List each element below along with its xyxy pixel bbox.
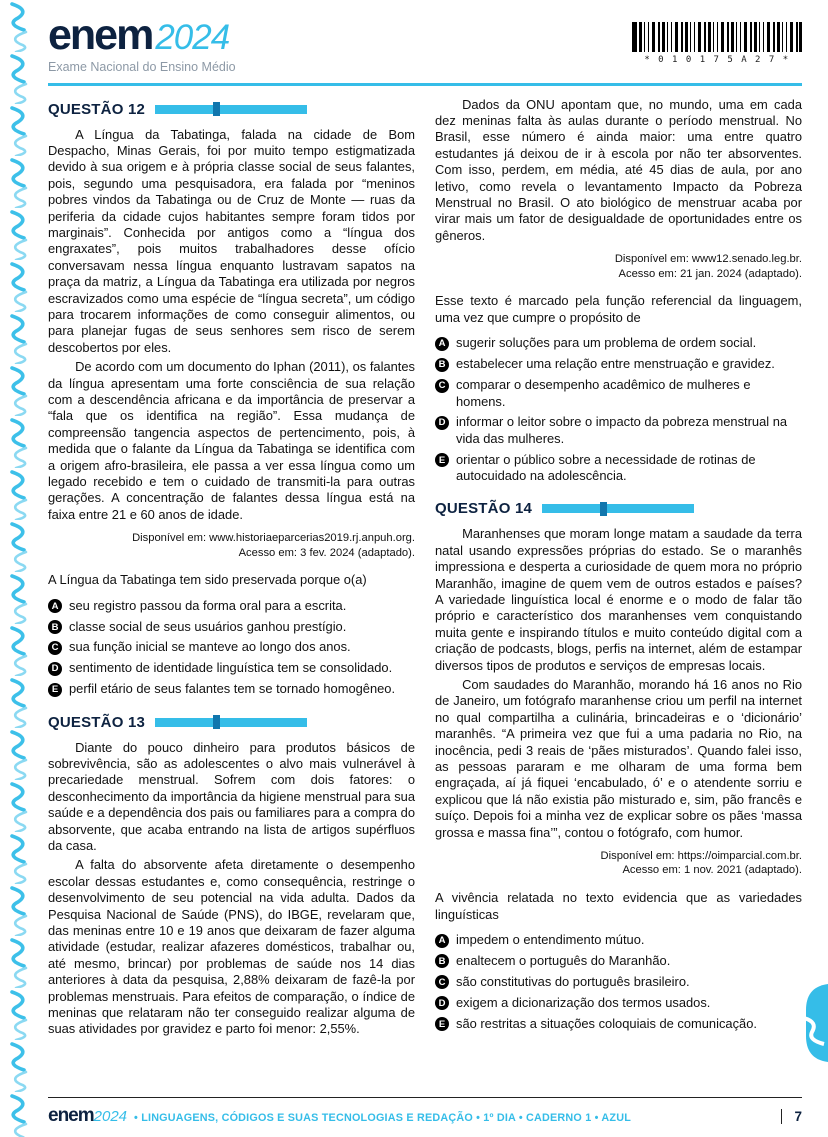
option-text: seu registro passou da forma oral para a escrita. [69,597,347,613]
source-line: Disponível em: https://oimparcial.com.br. [600,849,802,862]
option-letter-badge: D [435,996,449,1010]
option-text: sugerir soluções para um problema de ordem social. [456,335,757,351]
options-list [435,335,802,484]
option-b [48,619,415,635]
footer [48,1097,802,1127]
footer-logo-year-text: 2024 [93,1108,128,1125]
question-title-bar [155,105,307,114]
question-14-header [435,500,802,517]
option-letter-badge: A [48,599,62,613]
option-b [435,356,802,372]
source-line: Acesso em: 21 jan. 2024 (adaptado). [618,267,802,280]
option-letter-badge: A [435,934,449,948]
question-stem: A Língua da Tabatinga tem sido preservada porque o(a) [48,572,367,588]
option-text: estabelecer uma relação entre menstruação e gravidez. [456,356,775,372]
option-letter-badge: E [435,1017,449,1031]
option-a [435,932,802,948]
question-title-bar-tick [213,102,220,116]
option-a [48,598,415,614]
source-line: Acesso em: 1 nov. 2021 (adaptado). [622,864,802,877]
header [48,0,802,74]
option-text: enaltecem o português do Maranhão. [456,952,671,968]
question-14 [435,500,802,1032]
left-column [48,97,415,1054]
question-text-paragraph: A falta do absorvente afeta diretamente o desempenho escolar dessas estudantes e, como consequência, restringe o desenvolvimento de seu potencial na vida adulta. Dados da Pesquisa Nacional de Saúde (PNS), do IBGE, revelaram que, das meninas entre 10 e 19 anos que deixaram de fazer alguma atividade (estudar, realizar afazeres domésticos, trabalhar ou, até mesmo, brincar) por problemas de saúde nos 14 dias anteriores à data da pesquisa, 2,88% deixaram de fazê-la por problemas menstruais. Para efeitos de comparação, o índice de meninas que relataram não ter conseguido realizar alguma de suas atividades por gravidez e parto foi menor: 2,55%. [48,857,415,1037]
footer-logo-enem-text: enem [48,1105,94,1126]
right-column [435,97,802,1054]
option-letter-badge: C [435,379,449,393]
option-text: informar o leitor sobre o impacto da pobreza menstrual na vida das mulheres. [456,414,788,446]
option-letter-badge: C [48,641,62,655]
source-citation [435,252,802,281]
barcode [632,22,802,65]
question-text-paragraph: De acordo com um documento do Iphan (2011), os falantes da língua apresentam uma forte consciência de sua relação com a descendência africana e da importância de preservar a “fala que os identifica na região”. Essa mudança de compreensão tangencia aspectos de pertencimento, pois, à medida que o falante da Língua da Tabatinga se identifica com a origem afro-brasileira, ele passa a ver essa língua como um legado recebido e tem o cuidado de transmiti-la para outras gerações. A concentração de falantes dessa língua está na faixa entre 21 e 60 anos de idade. [48,359,415,522]
option-text: perfil etário de seus falantes tem se tornado homogêneo. [69,681,396,697]
option-letter-badge: B [435,954,449,968]
source-citation [48,531,415,560]
two-column-layout [48,97,802,1054]
option-d [48,660,415,676]
question-stem: A vivência relatada no texto evidencia que as variedades linguísticas [435,890,802,922]
question-13-part-1 [48,714,415,1038]
option-text: são constitutivas do português brasileiro. [456,973,690,989]
option-letter-badge: E [48,683,62,697]
option-letter-badge: A [435,337,449,351]
option-c [435,974,802,990]
source-line: Acesso em: 3 fev. 2024 (adaptado). [238,546,415,559]
question-title-bar-tick [600,502,607,516]
option-b [435,953,802,969]
question-text-paragraph: Com saudades do Maranhão, morando há 16 anos no Rio de Janeiro, um fotógrafo maranhense criou um perfil na internet no qual compartilha a culinária, brincadeiras e o ‘dicionário’ maranhês. “A primeira vez que fui a uma padaria no Rio, na inocência, pedi 3 reais de ‘pães misturados’. Quando falei isso, as pessoas pararam e me olharam de uma forma bem engraçada, aí já fiquei ‘encabulado, ó’ e o atendente sorriu e explicou que lá não existia pão misturado e, sim, pão francês e suíço. Depois foi a minha vez de explicar sobre os pães ‘massa grossa e massa fina’”, contou o fotógrafo, com humor. [435,677,802,840]
question-title-bar [155,718,307,727]
option-d [435,414,802,447]
footer-enem-logo [48,1105,127,1127]
page-corner-decoration [804,984,828,1062]
barcode-image [632,22,802,52]
option-text: são restritas a situações coloquiais de comunicação. [456,1015,757,1031]
question-text-paragraph: Dados da ONU apontam que, no mundo, uma em cada dez meninas falta às aulas durante o período menstrual. No Brasil, esse número é ainda maior: uma entre quatro estudantes já deixou de ir à escola por não ter absorventes. Com isso, perdem, em média, até 45 dias de aula, por ano letivo, como revela o levantamento Impacto da Pobreza Menstrual no Brasil. O ato biológico de menstruar acaba por virar mais um fator de desigualdade de oportunidades entre os gêneros. [435,96,802,243]
option-text: sua função inicial se manteve ao longo dos anos. [69,639,351,655]
question-title-bar [542,504,694,513]
question-title: QUESTÃO 13 [48,713,146,731]
decorative-wave-border [2,0,38,1137]
options-list [48,598,415,698]
page-number: 7 [781,1109,802,1124]
enem-logo [48,11,236,74]
question-stem: Esse texto é marcado pela função referencial da linguagem, uma vez que cumpre o propósito de [435,293,802,325]
option-d [435,995,802,1011]
barcode-text: * 0 1 0 1 7 5 A 2 7 * [644,55,790,65]
option-letter-badge: D [48,662,62,676]
option-text: impedem o entendimento mútuo. [456,932,645,948]
source-citation [435,849,802,878]
page-content [48,0,802,1054]
question-text-paragraph: A Língua da Tabatinga, falada na cidade de Bom Despacho, Minas Gerais, foi por muito tempo estigmatizada devido à sua origem e à própria classe social de seus falantes, pois, segundo uma pesquisadora, era falada por “meninos pobres vindos da Tabatinga ou de Cruz de Monte — ruas da periferia da cidade cujos habitantes sempre foram tidos por marginais”. Conhecida por antigos como a “língua dos engraxates”, pois muitos trabalhadores desse ofício conversavam nessa língua enquanto lustravam sapatos na praça da matriz, a Língua da Tabatinga era utilizada por negros escravizados como uma espécie de “língua secreta”, um código para trocarem informações de como conseguir alimentos, ou para planejar fugas de seus senhores sem risco de serem descobertos por eles. [48,126,415,355]
option-e [435,1016,802,1032]
question-text-paragraph: Diante do pouco dinheiro para produtos básicos de sobrevivência, são as adolescentes o alvo mais vulnerável à precariedade menstrual. Sofrem com dois fatores: o desconhecimento da importância da higiene menstrual para sua saúde e a dependência dos pais ou familiares para a compra do absorvente, que acaba entrando na lista de artigos supérfluos da casa. [48,739,415,853]
option-a [435,335,802,351]
question-13-part-2 [435,97,802,485]
source-line: Disponível em: www.historiaeparcerias2019.rj.anpuh.org. [132,532,415,545]
question-text-paragraph: Maranhenses que moram longe matam a saudade da terra natal usando expressões próprias do estado. Se o maranhês impressiona e desperta a curiosidade de quem mora no próprio Maranhão, imagine de quem vem de outros estados e países? A variedade linguística local é enorme e o modo de falar tão próprio e característico dos maranhenses vem conquistando muita gente e inspirando títulos e muito conteúdo digital com a criação de podcasts, blogs, perfis na internet, além de estampar diversos tipos de produtos e serviços de empresas locais. [435,526,802,673]
question-title-bar-tick [213,715,220,729]
option-letter-badge: D [435,416,449,430]
option-letter-badge: E [435,453,449,467]
options-list [435,932,802,1032]
option-letter-badge: C [435,975,449,989]
option-text: orientar o público sobre a necessidade de rotinas de autocuidado na adolescência. [456,451,756,484]
option-text: exigem a dicionarização dos termos usados. [456,994,711,1010]
logo-enem-text: enem [48,11,153,59]
option-c [48,639,415,655]
option-e [435,452,802,485]
logo-subtitle: Exame Nacional do Ensino Médio [48,59,236,74]
option-letter-badge: B [48,620,62,634]
option-c [435,377,802,410]
option-text: sentimento de identidade linguística tem se consolidado. [69,660,393,676]
option-letter-badge: B [435,358,449,372]
question-title: QUESTÃO 12 [48,100,146,118]
source-line: Disponível em: www12.senado.leg.br. [614,253,802,266]
footer-caption: • LINGUAGENS, CÓDIGOS E SUAS TECNOLOGIAS E REDAÇÃO • 1º DIA • CADERNO 1 • AZUL [134,1112,631,1124]
question-13-header [48,714,415,731]
option-e [48,681,415,697]
question-title: QUESTÃO 14 [435,500,533,518]
option-text: classe social de seus usuários ganhou prestígio. [69,618,347,634]
option-text: comparar o desempenho acadêmico de mulheres e homens. [456,377,751,409]
question-12 [48,101,415,698]
logo-year-text: 2024 [155,18,230,57]
question-12-header [48,101,415,118]
header-divider [48,83,802,86]
